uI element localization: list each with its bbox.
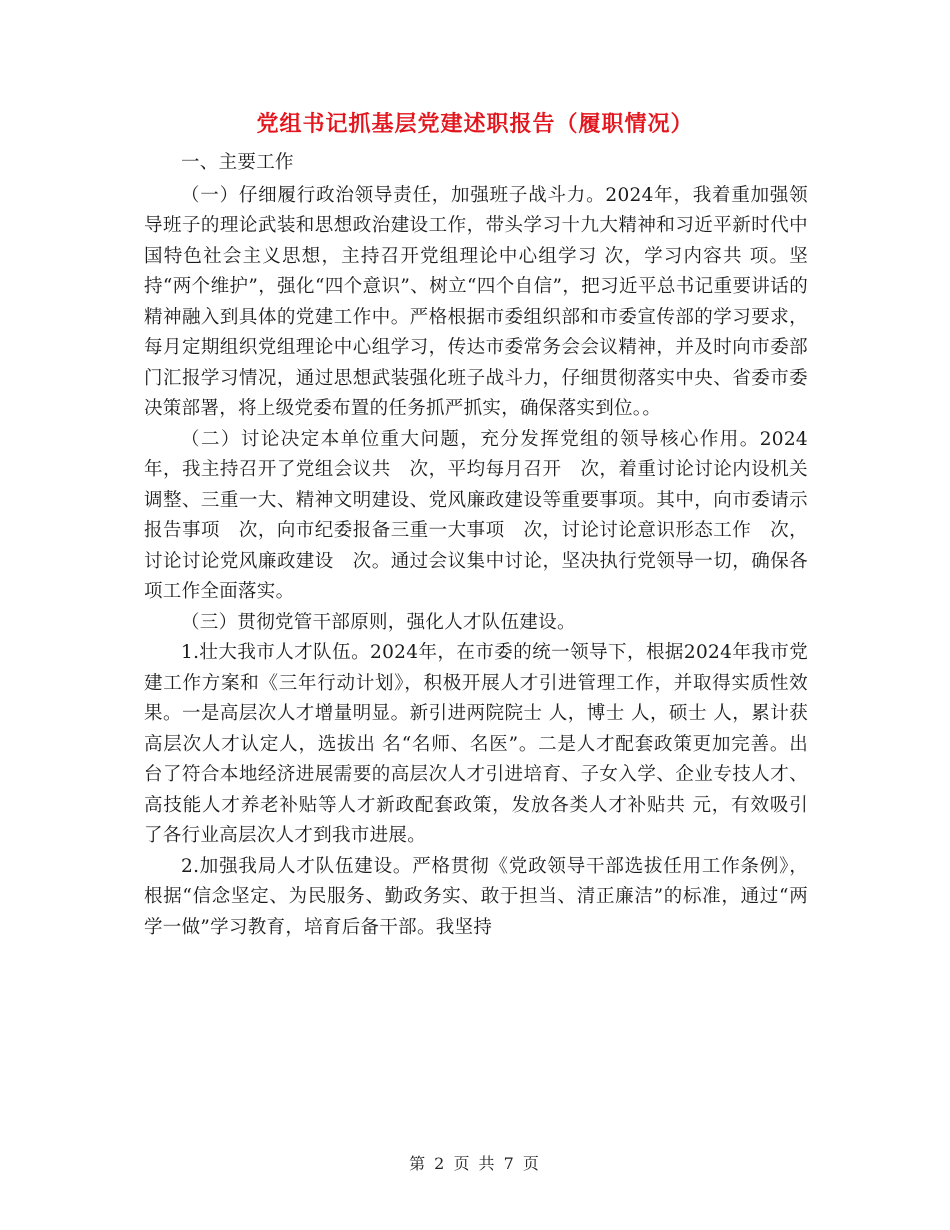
paragraph-bureau-talent: 2.加强我局人才队伍建设。严格贯彻《党政领导干部选拔任用工作条例》，根据“信念坚定、为民服务、勤政务实、敢于担当、清正廉洁”的标准，通过“两学一做”学习教育，培育后备干部。我坚持: [144, 855, 808, 938]
paragraph-political-leadership: （一）仔细履行政治领导责任，加强班子战斗力。2024年，我着重加强领导班子的理论武装和思想政治建设工作，带头学习十九大精神和习近平新时代中国特色社会主义思想，主持召开党组理论中心组学习 次，学习内容共 项。坚持“两个维护”，强化“四个意识”、树立“四个自信”，把习近平总书记重要讲话的精神融入到具体的党建工作中。严格根据市委组织部和市委宣传部的学习要求，每月定期组织党组理论中心组学习，传达市委常务会会议精神，并及时向市委部门汇报学习情况，通过思想武装强化班子战斗力，仔细贯彻落实中央、省委市委决策部署，将上级党委布置的任务抓严抓实，确保落实到位。。: [144, 184, 808, 419]
document-title: 党组书记抓基层党建述职报告（履职情况）: [256, 111, 694, 137]
page-number-footer: 第 2 页 共 7 页: [409, 1154, 541, 1173]
paragraph-cadre-principle: （三）贯彻党管干部原则，强化人才队伍建设。: [181, 611, 576, 633]
document-body: [144, 148, 808, 943]
section-heading-main-work: 一、主要工作: [181, 152, 294, 173]
paragraph-major-issues: （二）讨论决定本单位重大问题，充分发挥党组的领导核心作用。2024年，我主持召开了党组会议共 次，平均每月召开 次，着重讨论讨论内设机关调整、三重一大、精神文明建设、党风廉政建设等重要事项。其中，向市委请示报告事项 次，向市纪委报备三重一大事项 次，讨论讨论意识形态工作 次，讨论讨论党风廉政建设 次。通过会议集中讨论，坚决执行党领导一切，确保各项工作全面落实。: [144, 428, 808, 602]
paragraph-talent-team: 1.壮大我市人才队伍。2024年，在市委的统一领导下，根据2024年我市党建工作方案和《三年行动计划》，积极开展人才引进管理工作，并取得实质性效果。一是高层次人才增量明显。新引进两院院士 人，博士 人，硕士 人，累计获高层次人才认定人，选拔出 名“名师、名医”。二是人才配套政策更加完善。出台了符合本地经济进展需要的高层次人才引进培育、子女入学、企业专技人才、高技能人才养老补贴等人才新政配套政策，发放各类人才补贴共 元，有效吸引了各行业高层次人才到我市进展。: [144, 642, 808, 846]
